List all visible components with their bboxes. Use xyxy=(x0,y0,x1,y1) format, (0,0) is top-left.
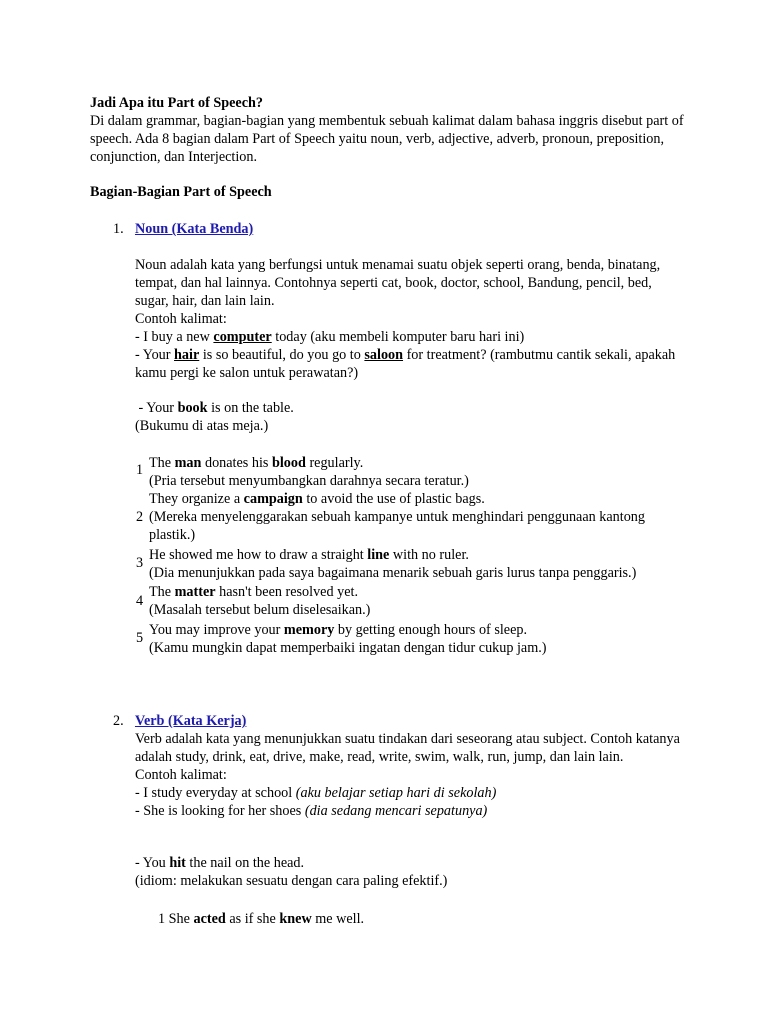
noun-title-link[interactable]: Noun (Kata Benda) xyxy=(135,221,254,237)
noun-list-num-5: 5 xyxy=(136,630,144,646)
noun-list-item-2: They organize a campaign to avoid the use of plastic bags. (Mereka menyelenggarakan sebuah kampanye untuk menghindari penggunaan kantong plastik.) xyxy=(149,491,645,543)
keyword-computer: computer xyxy=(213,329,272,345)
noun-example-3-translation: (Bukumu di atas meja.) xyxy=(135,418,269,434)
keyword-hair: hair xyxy=(174,347,200,363)
noun-list-item-4: The matter hasn't been resolved yet. (Masalah tersebut belum diselesaikan.) xyxy=(149,584,371,618)
keyword-saloon: saloon xyxy=(364,347,404,363)
noun-list-item-1: The man donates his blood regularly. (Pria tersebut menyumbangkan darahnya secara teratur.) xyxy=(149,455,469,489)
intro-text: Di dalam grammar, bagian-bagian yang membentuk sebuah kalimat dalam bahasa inggris disebut part of speech. Ada 8 bagian dalam Part of Speech yaitu noun, verb, adjective, adverb, pronoun, preposition, conjunction, dan Interjection. xyxy=(90,113,684,165)
intro-section xyxy=(90,94,690,166)
verb-list-item-1: 1 She acted as if she knew me well. xyxy=(158,911,365,927)
verb-example-2: - She is looking for her shoes (dia sedang mencari sepatunya) xyxy=(135,803,488,819)
noun-title-line xyxy=(135,220,680,238)
intro-heading: Jadi Apa itu Part of Speech? xyxy=(90,95,264,111)
verb-example-3-translation: (idiom: melakukan sesuatu dengan cara paling efektif.) xyxy=(135,873,448,889)
noun-body xyxy=(135,256,680,382)
verb-title-link[interactable]: Verb (Kata Kerja) xyxy=(135,713,247,729)
parts-heading: Bagian-Bagian Part of Speech xyxy=(90,184,272,200)
noun-list-num-3: 3 xyxy=(136,555,144,571)
noun-list-num-1: 1 xyxy=(136,462,144,478)
noun-example-2: - Your hair is so beautiful, do you go to saloon for treatment? (rambutmu cantik sekali, apakah kamu pergi ke salon untuk perawatan?) xyxy=(135,347,676,381)
verb-example-3: - You hit the nail on the head. (idiom: melakukan sesuatu dengan cara paling efektif.) xyxy=(135,854,680,890)
noun-examples-label: Contoh kalimat: xyxy=(135,311,227,327)
noun-example-3: - Your book is on the table. (Bukumu di atas meja.) xyxy=(135,399,680,435)
noun-number: 1. xyxy=(113,221,124,237)
verb-number: 2. xyxy=(113,713,124,729)
keyword-book: book xyxy=(177,400,208,416)
verb-description: Verb adalah kata yang menunjukkan suatu tindakan dari seseorang atau subject. Contoh katanya adalah study, drink, eat, drive, make, read, write, swim, walk, run, jump, dan lain lain. xyxy=(135,731,680,765)
noun-list-num-2: 2 xyxy=(136,509,144,525)
noun-list-item-5: You may improve your memory by getting enough hours of sleep. (Kamu mungkin dapat memperbaiki ingatan dengan tidur cukup jam.) xyxy=(149,622,547,656)
verb-section xyxy=(135,712,680,820)
noun-example-1: - I buy a new computer today (aku membeli komputer baru hari ini) xyxy=(135,329,525,345)
keyword-hit: hit xyxy=(169,855,186,871)
noun-list-item-3: He showed me how to draw a straight line with no ruler. (Dia menunjukkan pada saya bagaimana menarik sebuah garis lurus tanpa penggaris.) xyxy=(149,547,637,581)
noun-list-num-4: 4 xyxy=(136,593,144,609)
noun-description: Noun adalah kata yang berfungsi untuk menamai suatu objek seperti orang, benda, binatang, tempat, dan hal lainnya. Contohnya seperti cat, book, doctor, school, Bandung, pencil, bed, sugar, hair, dan lain lain. xyxy=(135,257,661,309)
verb-examples-label: Contoh kalimat: xyxy=(135,767,227,783)
verb-example-1: - I study everyday at school (aku belajar setiap hari di sekolah) xyxy=(135,785,497,801)
